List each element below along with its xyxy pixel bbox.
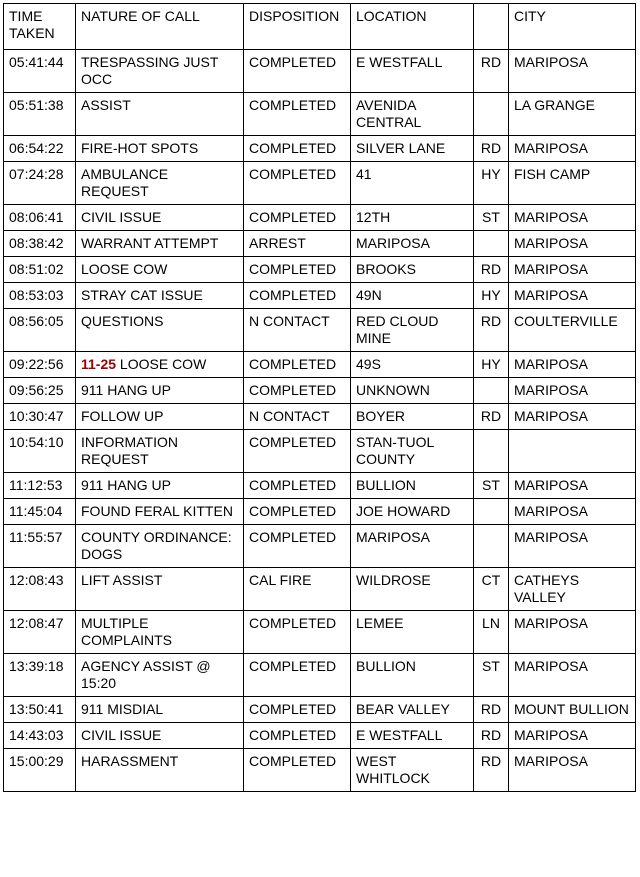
cell-time-taken: 10:30:47 — [4, 404, 76, 430]
cell-time-taken: 12:08:43 — [4, 568, 76, 611]
cell-nature-of-call — [76, 611, 244, 654]
cell-disposition: COMPLETED — [244, 525, 351, 568]
cell-city: MARIPOSA — [509, 749, 636, 792]
call-nature-text: 911 MISDIAL — [81, 701, 164, 717]
cell-city: MARIPOSA — [509, 525, 636, 568]
table-row — [4, 473, 636, 499]
cell-time-taken: 12:08:47 — [4, 611, 76, 654]
cell-street-suffix: RD — [474, 749, 509, 792]
cell-location: E WESTFALL — [351, 723, 474, 749]
cell-nature-of-call — [76, 404, 244, 430]
cell-disposition: COMPLETED — [244, 473, 351, 499]
cell-location: STAN-TUOL COUNTY — [351, 430, 474, 473]
call-nature-text: 911 HANG UP — [81, 477, 171, 493]
cell-city: FISH CAMP — [509, 162, 636, 205]
cell-city: MARIPOSA — [509, 404, 636, 430]
cell-time-taken: 07:24:28 — [4, 162, 76, 205]
cell-disposition: COMPLETED — [244, 352, 351, 378]
cell-city: MARIPOSA — [509, 499, 636, 525]
cell-street-suffix: HY — [474, 283, 509, 309]
cell-street-suffix — [474, 378, 509, 404]
table-row — [4, 568, 636, 611]
cell-nature-of-call — [76, 257, 244, 283]
cell-nature-of-call — [76, 231, 244, 257]
cell-time-taken: 09:22:56 — [4, 352, 76, 378]
cell-city: MARIPOSA — [509, 654, 636, 697]
cell-city: MOUNT BULLION — [509, 697, 636, 723]
table-row — [4, 749, 636, 792]
cell-city: MARIPOSA — [509, 378, 636, 404]
cell-nature-of-call — [76, 568, 244, 611]
cell-location: UNKNOWN — [351, 378, 474, 404]
header-suffix — [474, 4, 509, 50]
table-row — [4, 430, 636, 473]
call-nature-text: INFORMATION REQUEST — [81, 434, 178, 467]
call-nature-text: CIVIL ISSUE — [81, 727, 162, 743]
cell-city — [509, 430, 636, 473]
cell-time-taken: 11:45:04 — [4, 499, 76, 525]
call-log-table — [3, 3, 636, 792]
cell-time-taken: 05:51:38 — [4, 93, 76, 136]
cell-location: WILDROSE — [351, 568, 474, 611]
cell-disposition: COMPLETED — [244, 93, 351, 136]
cell-time-taken: 11:12:53 — [4, 473, 76, 499]
cell-nature-of-call — [76, 93, 244, 136]
call-log-body — [4, 50, 636, 792]
table-row — [4, 162, 636, 205]
table-row — [4, 257, 636, 283]
cell-disposition: COMPLETED — [244, 499, 351, 525]
cell-disposition: CAL FIRE — [244, 568, 351, 611]
cell-location: MARIPOSA — [351, 231, 474, 257]
cell-disposition: COMPLETED — [244, 257, 351, 283]
cell-disposition: COMPLETED — [244, 50, 351, 93]
call-nature-text: HARASSMENT — [81, 753, 179, 769]
call-nature-text: MULTIPLE COMPLAINTS — [81, 615, 173, 648]
cell-disposition: COMPLETED — [244, 749, 351, 792]
cell-nature-of-call — [76, 162, 244, 205]
call-nature-text: STRAY CAT ISSUE — [81, 287, 203, 303]
table-row — [4, 525, 636, 568]
cell-city: MARIPOSA — [509, 205, 636, 231]
cell-city: MARIPOSA — [509, 283, 636, 309]
call-nature-text: FOUND FERAL KITTEN — [81, 503, 233, 519]
cell-disposition: N CONTACT — [244, 404, 351, 430]
cell-location: 49N — [351, 283, 474, 309]
call-nature-text: LOOSE COW — [81, 261, 168, 277]
cell-city: MARIPOSA — [509, 136, 636, 162]
cell-location: MARIPOSA — [351, 525, 474, 568]
table-row — [4, 231, 636, 257]
cell-disposition: COMPLETED — [244, 136, 351, 162]
cell-disposition: COMPLETED — [244, 430, 351, 473]
cell-street-suffix: RD — [474, 257, 509, 283]
cell-street-suffix: HY — [474, 162, 509, 205]
cell-city: MARIPOSA — [509, 611, 636, 654]
cell-city: MARIPOSA — [509, 352, 636, 378]
cell-nature-of-call — [76, 205, 244, 231]
cell-street-suffix: HY — [474, 352, 509, 378]
cell-disposition: COMPLETED — [244, 283, 351, 309]
cell-street-suffix — [474, 430, 509, 473]
cell-street-suffix: ST — [474, 654, 509, 697]
call-nature-text: COUNTY ORDINANCE: DOGS — [81, 529, 232, 562]
cell-disposition: ARREST — [244, 231, 351, 257]
cell-nature-of-call — [76, 430, 244, 473]
cell-nature-of-call — [76, 309, 244, 352]
cell-time-taken: 10:54:10 — [4, 430, 76, 473]
call-nature-text: WARRANT ATTEMPT — [81, 235, 219, 251]
cell-location: AVENIDA CENTRAL — [351, 93, 474, 136]
call-nature-text: 911 HANG UP — [81, 382, 171, 398]
cell-nature-of-call — [76, 50, 244, 93]
cell-disposition: COMPLETED — [244, 723, 351, 749]
cell-nature-of-call — [76, 499, 244, 525]
cell-nature-of-call — [76, 473, 244, 499]
cell-street-suffix: RD — [474, 50, 509, 93]
cell-time-taken: 08:06:41 — [4, 205, 76, 231]
cell-location: BROOKS — [351, 257, 474, 283]
call-nature-text: AMBULANCE REQUEST — [81, 166, 169, 199]
cell-street-suffix: RD — [474, 136, 509, 162]
cell-time-taken: 08:38:42 — [4, 231, 76, 257]
cell-nature-of-call — [76, 378, 244, 404]
table-row — [4, 136, 636, 162]
call-nature-text: LOOSE COW — [116, 356, 207, 372]
cell-street-suffix: ST — [474, 205, 509, 231]
cell-time-taken: 08:53:03 — [4, 283, 76, 309]
cell-location: BULLION — [351, 473, 474, 499]
cell-time-taken: 06:54:22 — [4, 136, 76, 162]
cell-nature-of-call — [76, 525, 244, 568]
cell-city: LA GRANGE — [509, 93, 636, 136]
cell-time-taken: 08:56:05 — [4, 309, 76, 352]
cell-street-suffix: ST — [474, 473, 509, 499]
cell-city: MARIPOSA — [509, 50, 636, 93]
cell-street-suffix — [474, 93, 509, 136]
cell-street-suffix: RD — [474, 723, 509, 749]
table-row — [4, 309, 636, 352]
cell-location: 49S — [351, 352, 474, 378]
call-nature-text: LIFT ASSIST — [81, 572, 163, 588]
cell-time-taken: 13:39:18 — [4, 654, 76, 697]
call-nature-text: TRESPASSING JUST OCC — [81, 54, 219, 87]
header-nature-of-call: NATURE OF CALL — [76, 4, 244, 50]
table-row — [4, 50, 636, 93]
cell-nature-of-call — [76, 697, 244, 723]
cell-location: 12TH — [351, 205, 474, 231]
call-nature-text: QUESTIONS — [81, 313, 164, 329]
cell-nature-of-call — [76, 352, 244, 378]
cell-street-suffix: LN — [474, 611, 509, 654]
table-row — [4, 378, 636, 404]
cell-nature-of-call — [76, 723, 244, 749]
cell-nature-of-call — [76, 136, 244, 162]
cell-time-taken: 15:00:29 — [4, 749, 76, 792]
cell-location: BOYER — [351, 404, 474, 430]
cell-time-taken: 13:50:41 — [4, 697, 76, 723]
table-row — [4, 499, 636, 525]
cell-city: COULTERVILLE — [509, 309, 636, 352]
cell-disposition: COMPLETED — [244, 611, 351, 654]
cell-nature-of-call — [76, 283, 244, 309]
cell-disposition: COMPLETED — [244, 378, 351, 404]
cell-location: SILVER LANE — [351, 136, 474, 162]
cell-nature-of-call — [76, 749, 244, 792]
cell-street-suffix — [474, 231, 509, 257]
cell-location: BULLION — [351, 654, 474, 697]
table-row — [4, 205, 636, 231]
cell-street-suffix — [474, 525, 509, 568]
cell-street-suffix: RD — [474, 697, 509, 723]
cell-disposition: N CONTACT — [244, 309, 351, 352]
table-row — [4, 697, 636, 723]
header-row — [4, 4, 636, 50]
cell-location: E WESTFALL — [351, 50, 474, 93]
table-row — [4, 283, 636, 309]
cell-time-taken: 09:56:25 — [4, 378, 76, 404]
table-row — [4, 723, 636, 749]
header-city: CITY — [509, 4, 636, 50]
cell-time-taken: 08:51:02 — [4, 257, 76, 283]
cell-time-taken: 14:43:03 — [4, 723, 76, 749]
cell-nature-of-call — [76, 654, 244, 697]
cell-location: 41 — [351, 162, 474, 205]
call-nature-text: CIVIL ISSUE — [81, 209, 162, 225]
cell-disposition: COMPLETED — [244, 162, 351, 205]
table-row — [4, 654, 636, 697]
table-row — [4, 404, 636, 430]
cell-city: MARIPOSA — [509, 257, 636, 283]
table-row — [4, 611, 636, 654]
cell-time-taken: 11:55:57 — [4, 525, 76, 568]
cell-city: CATHEYS VALLEY — [509, 568, 636, 611]
header-disposition: DISPOSITION — [244, 4, 351, 50]
call-code: 11-25 — [81, 356, 117, 372]
table-row — [4, 93, 636, 136]
cell-disposition: COMPLETED — [244, 654, 351, 697]
cell-location: JOE HOWARD — [351, 499, 474, 525]
header-time-taken: TIME TAKEN — [4, 4, 76, 50]
cell-time-taken: 05:41:44 — [4, 50, 76, 93]
cell-city: MARIPOSA — [509, 473, 636, 499]
cell-street-suffix: RD — [474, 309, 509, 352]
call-nature-text: AGENCY ASSIST @ 15:20 — [81, 658, 211, 691]
cell-street-suffix: CT — [474, 568, 509, 611]
cell-location: RED CLOUD MINE — [351, 309, 474, 352]
cell-city: MARIPOSA — [509, 231, 636, 257]
table-row — [4, 352, 636, 378]
cell-street-suffix: RD — [474, 404, 509, 430]
cell-disposition: COMPLETED — [244, 205, 351, 231]
cell-location: LEMEE — [351, 611, 474, 654]
call-nature-text: ASSIST — [81, 97, 131, 113]
call-nature-text: FIRE-HOT SPOTS — [81, 140, 199, 156]
cell-city: MARIPOSA — [509, 723, 636, 749]
cell-street-suffix — [474, 499, 509, 525]
call-nature-text: FOLLOW UP — [81, 408, 164, 424]
cell-location: WEST WHITLOCK — [351, 749, 474, 792]
cell-location: BEAR VALLEY — [351, 697, 474, 723]
header-location: LOCATION — [351, 4, 474, 50]
cell-disposition: COMPLETED — [244, 697, 351, 723]
